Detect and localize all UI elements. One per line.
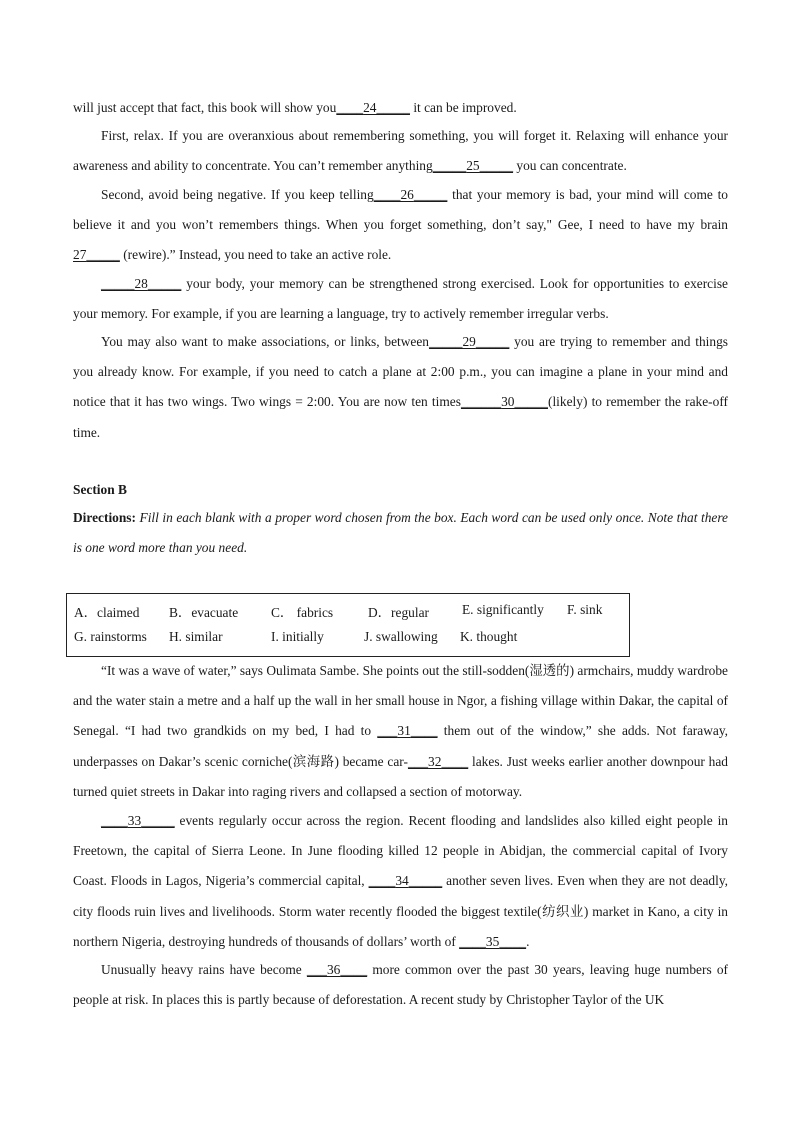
paragraph-b2: ____33_____ events regularly occur across the region. Recent flooding and landslides also killed eight people in Freetown, the capital of Sierra Leone. In June flooding killed 12 people in Abidjan, the commercial capital of Ivory Coast. Floods in Lagos, Nigeria’s commercial capital, ____34_____ another seven lives. Even when they are not deadly, city floods ruin lives and livelihoods. Storm water recently flooded the biggest textile(纺织业) market in Kano, a city in northern Nigeria, destroying hundreds of thousands of dollars’ worth of ____35____.: [73, 813, 729, 949]
blank-27: 27_____: [73, 247, 120, 263]
section-b-heading: Section B: [73, 482, 127, 497]
blank-28: _____28_____: [101, 276, 182, 291]
option-b: B．evacuate: [169, 605, 239, 620]
paragraph-a0: [73, 93, 728, 123]
option-k: K. thought: [460, 629, 518, 644]
option-e: E. significantly: [462, 602, 544, 617]
option-a: A．claimed: [74, 605, 140, 620]
option-d: D．regular: [368, 605, 429, 620]
text: it can be improved.: [409, 100, 517, 115]
paragraph-a4: You may also want to make associations, or links, between_____29_____ you are trying to remember and things you already know. For example, if you need to catch a plane at 2:00 p.m., you can imagine a plane in your mind and notice that it has two wings. Two wings = 2:00. You are now ten times______30_____(likely) to remember the rake-off time.: [73, 334, 728, 440]
option-i: I. initially: [271, 629, 324, 644]
blank-24: ____24_____: [336, 100, 410, 115]
blank-26: ____26_____: [373, 187, 448, 202]
option-f: F. sink: [567, 602, 603, 617]
paragraph-a1: First, relax. If you are overanxious about remembering something, you will forget it. Relaxing will enhance your awareness and ability to concentrate. You can’t remember anything_____25_____ you can concentrate.: [73, 128, 728, 174]
blank-30: ______30_____: [460, 394, 548, 410]
paragraph-a2: Second, avoid being negative. If you keep telling____26_____ that your memory is bad, your mind will come to believe it and you won’t remembers things. When you forget something, don’t say," Gee, I need to have my brain 27_____ (rewire).” Instead, you need to take an active role.: [73, 187, 729, 263]
blank-25: _____25_____: [432, 158, 514, 174]
section-b-directions: Directions: Fill in each blank with a proper word chosen from the box. Each word can be used only once. Note that there is one word more than you need.: [73, 510, 728, 555]
option-j: J. swallowing: [364, 629, 438, 644]
blank-34: ____34_____: [368, 873, 443, 889]
option-h: H. similar: [169, 629, 223, 644]
word-box: [66, 593, 630, 657]
blank-33: ____33_____: [101, 813, 175, 828]
blank-36: ___36____: [306, 962, 368, 977]
blank-35: ____35____: [459, 933, 527, 949]
text: will just accept that fact, this book will show you: [73, 100, 337, 115]
option-g: G. rainstorms: [74, 629, 147, 644]
paragraph-b3: Unusually heavy rains have become ___36____ more common over the past 30 years, leaving huge numbers of people at risk. In places this is partly because of deforestation. A recent study by Christopher Taylor of the UK: [73, 962, 728, 1008]
paragraph-a3: _____28_____ your body, your memory can be strengthened strong exercised. Look for opportunities to exercise your memory. For example, if you are learning a language, try to actively remember irregular verbs.: [73, 276, 728, 322]
paragraph-b1: “It was a wave of water,” says Oulimata Sambe. She points out the still-sodden(湿透的) armchairs, muddy wardrobe and the water stain a metre and a half up the wall in her small house in Ngor, a fishing village within Dakar, the capital of Senegal. “I had two grandkids on my bed, I had to ___31____ them out of the window,” she adds. Not faraway, underpasses on Dakar’s scenic corniche(滨海路) became car-___32____ lakes. Just weeks earlier another downpour had turned quiet streets in Dakar into raging rivers and collapsed a section of motorway.: [73, 663, 728, 799]
blank-29: _____29_____: [429, 334, 510, 349]
blank-31: ___31____: [377, 723, 438, 739]
option-c: C． fabrics: [271, 605, 334, 620]
blank-32: ___32____: [407, 753, 469, 769]
